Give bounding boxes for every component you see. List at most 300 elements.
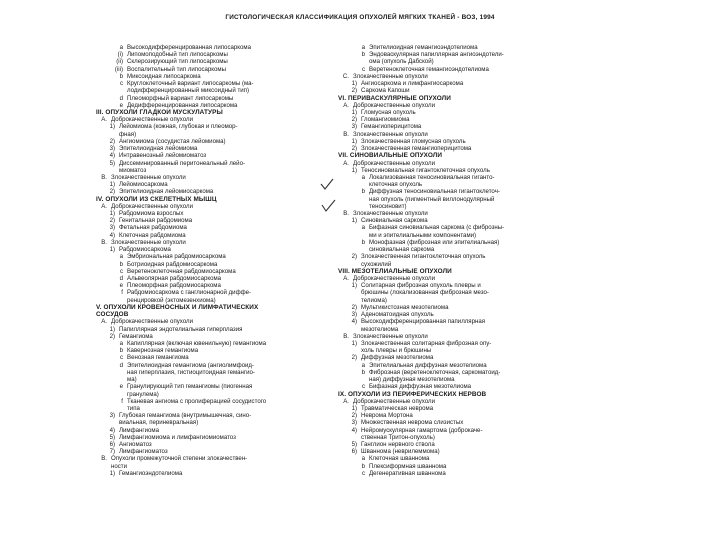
item-text: теносиновит) [369,202,407,210]
list-item [96,434,330,441]
item-text: Склерозирующий тип липосаркомы [127,58,228,66]
item-marker: a [361,361,365,369]
item-marker: В. [101,238,107,246]
list-item [338,340,582,347]
item-marker [112,391,127,398]
item-text: Бифазная синовиальная саркома (с фиброзны- [369,224,505,232]
item-text: Эндоваскулярная папиллярная ангиоэндотели- [369,51,504,59]
item-text: холь плевры и брюшины [361,347,432,355]
list-item [96,73,330,80]
item-text: Гемангиоэндотелиома [119,469,183,477]
item-text: Высокодифференцированная папиллярная [361,318,486,326]
item-text: Аденоматоидная опухоль [361,311,434,319]
item-marker: 2) [351,116,357,124]
item-text: Травматическая неврома [361,404,434,412]
section-heading [96,304,330,311]
item-text: виальная, периневральная) [119,419,199,427]
item-text: Доброкачественные опухоли [353,101,435,109]
list-item [96,44,330,51]
item-text: Нейромускулярная гамартома (доброкаче- [361,426,483,434]
list-item [96,289,330,296]
list-item [338,318,582,325]
list-item [96,203,330,210]
item-text: Шваннома (неврилеммома) [361,448,440,456]
check-mark-2 [322,200,335,211]
item-marker: a [119,339,123,347]
item-marker: (ii) [116,58,123,66]
item-text: Эпителиоидная гемангиоэндотелиома [369,44,478,51]
item-marker: c [361,469,365,477]
list-item [96,441,330,448]
list-item [96,246,330,253]
item-text: Ганглион нервного ствола [361,441,435,449]
item-marker: b [361,462,365,470]
list-item [338,138,582,145]
item-text: Веретеноклеточная гемангиоэндотелиома [369,65,489,73]
list-item [96,391,330,398]
list-item [338,412,582,419]
item-marker: 1) [351,137,357,145]
list-item [96,268,330,275]
item-text: телиома) [361,296,387,304]
list-item [338,376,582,383]
item-text: Синовиальная саркома [361,217,428,225]
list-item [338,347,582,354]
item-text: Доброкачественные опухоли [111,116,193,124]
item-text: Злокачественная гигантоклеточная опухоль [361,253,486,261]
item-text: Кавернозная гемангиома [127,347,199,355]
item-text: Лейомиома (кожная, глубокая и плеомор- [119,123,238,131]
item-text: Доброкачественные опухоли [353,275,435,282]
list-item [338,131,582,138]
item-marker [346,347,361,354]
section-heading [338,268,582,275]
item-marker: 2) [351,354,357,362]
list-item [96,463,330,470]
list-item [338,203,582,210]
item-text: Капиллярная (включая ювенильную) гемангиома [127,339,267,347]
item-marker: d [119,275,123,282]
item-text: Злокачественные опухоли [111,173,186,181]
list-item [338,232,582,239]
item-marker: a [361,455,365,463]
item-text: Дедифференцированная липосаркома [127,101,238,109]
item-text: синовиальная саркома [369,246,435,254]
list-item [338,448,582,455]
item-marker: А. [343,159,349,167]
item-marker: 1) [351,404,357,412]
list-item [96,275,330,282]
list-item [96,152,330,159]
list-item [96,398,330,405]
list-item [338,333,582,340]
list-item [96,210,330,217]
item-marker: А. [343,275,349,282]
item-text: Венозная гемангиома [127,354,189,362]
list-item [338,470,582,477]
item-marker: d [119,361,123,369]
list-item [338,87,582,94]
item-text: ома (опухоль Дабской) [369,58,434,66]
list-item [96,232,330,239]
item-marker: 1) [109,210,115,218]
item-text: Злокачественная солитарная фиброзная опу- [361,339,492,347]
item-text: Плеоморфный вариант липосаркомы [127,94,234,102]
list-item [96,145,330,152]
item-text: Эмбриональная рабдомиосаркома [127,253,226,261]
list-item [338,326,582,333]
item-text: Диссеминированный перитонеальный лейо- [119,159,245,167]
item-text: Саркома Капоши [361,87,410,95]
item-marker: 1) [351,166,357,174]
list-item [338,297,582,304]
list-item [338,160,582,167]
item-text: Тканевая ангиома с пролиферацией сосудистого [127,397,267,405]
item-text: Теносиновиальная гигантоклеточная опухоль [361,166,490,174]
item-marker: 4) [351,318,357,326]
item-text: Клеточная рабдомиома [119,231,186,239]
item-text: Рабдомиосаркома с ганглионарной диффе- [127,289,252,297]
item-marker: (iii) [114,65,123,73]
item-marker: a [119,44,123,51]
list-item [96,138,330,145]
item-text: Гломангиомиома [361,116,410,124]
item-marker: f [121,289,123,297]
item-marker: a [361,173,365,181]
item-text: Диффузная теносиновиальная гигантоклеточ- [369,188,500,196]
item-text: Злокачественные опухоли [353,210,428,218]
item-text: клеточная опухоль [369,181,423,189]
item-text: Доброкачественные опухоли [353,159,435,167]
item-text: Высокодифференцированная липосаркома [127,44,251,51]
list-item [96,181,330,188]
item-marker: 4) [109,426,115,434]
right-column [338,44,582,477]
list-item [96,95,330,102]
left-column [96,44,330,477]
item-marker: А. [343,397,349,405]
item-marker: 2) [109,188,115,196]
item-marker: c [361,383,365,391]
list-item [96,318,330,325]
list-item [96,383,330,390]
item-marker [346,297,361,304]
list-item [96,174,330,181]
list-item [96,160,330,167]
item-marker: 1) [109,325,115,333]
list-item [338,239,582,246]
item-marker: А. [101,202,107,210]
item-marker: 1) [109,469,115,477]
list-item [338,66,582,73]
list-item [338,427,582,434]
list-item [338,145,582,152]
item-text: Лимфангиомиома и лимфангиомиоматоз [119,433,236,441]
list-item [338,304,582,311]
item-text: VII. СИНОВИАЛЬНЫЕ ОПУХОЛИ [338,152,443,160]
list-item [338,102,582,109]
section-heading [338,95,582,102]
item-text: Воспалительный тип липосаркомы [127,65,226,73]
item-marker: 7) [109,448,115,456]
list-item [338,58,582,65]
item-marker [112,405,127,412]
item-marker: c [119,354,123,362]
item-text: Ангиосаркома и лимфангиосаркома [361,80,464,88]
item-text: IX. ОПУХОЛИ ИЗ ПЕРИФЕРИЧЕСКИХ НЕРВОВ [338,390,487,398]
item-text: Гемангиоперицитома [361,123,422,131]
item-text: Интравенозный лейомиоматоз [119,152,207,160]
item-marker: 2) [351,253,357,261]
item-text: Генитальная рабдомиома [119,217,193,225]
list-item [96,448,330,455]
item-marker [112,376,127,383]
item-marker: e [119,282,123,290]
list-item [338,80,582,87]
list-item [96,362,330,369]
item-text: Лейомиосаркома [119,181,168,189]
item-marker: 1) [109,246,115,254]
item-marker: C. [342,72,349,80]
list-item [338,289,582,296]
item-marker: А. [101,318,107,326]
item-marker: b [361,368,365,376]
section-heading [96,196,330,203]
item-text: Монофазная (фиброзная или эпителиальная) [369,238,500,246]
item-marker: f [121,397,123,405]
list-item [96,87,330,94]
list-item [96,224,330,231]
item-text: ности [111,462,127,470]
item-marker: 1) [109,123,115,131]
item-marker: 2) [351,87,357,95]
list-item [338,73,582,80]
item-marker: А. [101,116,107,124]
list-item [338,217,582,224]
item-marker: a [361,224,365,232]
item-marker: (i) [117,51,123,59]
item-text: Бифазная диффузная мезотелиома [369,383,472,391]
item-marker [346,261,361,268]
section-heading [338,152,582,159]
item-text: Диффузная мезотелиома [361,354,434,362]
item-marker: А. [343,101,349,109]
list-item [96,412,330,419]
item-marker: 4) [109,231,115,239]
list-item [338,261,582,268]
item-text: Миксоидная липосаркома [127,72,201,80]
item-text: Солитарная фиброзная опухоль плевры и [361,282,481,290]
item-text: мезотелиома [361,325,399,333]
item-marker: 4) [109,152,115,160]
list-item [96,253,330,260]
item-text: Альвеолярная рабдомиосаркома [127,275,222,282]
item-marker: c [119,267,123,275]
item-text: Эпителиоидная лейомиома [119,145,198,153]
list-item [338,123,582,130]
item-text: Неврома Мортона [361,412,413,420]
list-item [338,44,582,51]
item-marker: 6) [109,441,115,449]
list-item [338,188,582,195]
item-marker: В. [343,210,349,218]
item-text: Ангиомиома (сосудистая лейомиома) [119,137,226,145]
list-item [338,196,582,203]
item-marker: 3) [351,419,357,427]
list-item [96,188,330,195]
list-item [338,434,582,441]
item-marker: 4) [351,426,357,434]
item-marker: 2) [351,303,357,311]
item-text: ственная Тритон-опухоль) [361,433,435,441]
list-item [96,347,330,354]
item-text: Злокачественные опухоли [353,72,428,80]
item-marker [112,87,127,94]
item-text: миоматоз [119,166,147,174]
handwritten-check-marks [318,178,340,218]
list-item [338,282,582,289]
item-marker [96,463,111,470]
item-marker: 3) [351,123,357,131]
item-text: Гемангиома [119,332,153,340]
list-item [338,224,582,231]
item-marker: 3) [109,224,115,232]
item-marker [104,419,119,426]
list-item [96,326,330,333]
list-item [338,383,582,390]
item-marker: В. [343,332,349,340]
item-marker: b [361,51,365,59]
list-item [96,297,330,304]
item-marker: 2) [109,332,115,340]
list-item [338,210,582,217]
item-marker [354,58,369,65]
list-item [96,116,330,123]
item-text: СОСУДОВ [96,311,129,319]
list-item [338,441,582,448]
item-text: Фиброзная (веретеноклеточная, саркоматоид- [369,368,501,376]
item-marker [346,434,361,441]
item-marker: 1) [351,80,357,88]
list-item [96,354,330,361]
list-item [338,463,582,470]
list-item [338,419,582,426]
list-item [338,369,582,376]
list-item [338,405,582,412]
item-marker [354,196,369,203]
section-heading [96,311,330,318]
list-item [96,123,330,130]
item-text: Рабдомиома взрослых [119,210,184,218]
item-marker: 1) [351,108,357,116]
item-text: Клеточная шваннома [369,455,430,463]
item-text: ная гиперплазия, гистиоцитоидная гемангио- [127,368,255,376]
item-text: VIII. МЕЗОТЕЛИАЛЬНЫЕ ОПУХОЛИ [338,267,452,275]
list-item [338,398,582,405]
item-text: Злокачественные опухоли [353,332,428,340]
item-text: Эпителиальная диффузная мезотелиома [369,361,487,369]
item-marker: b [361,238,365,246]
item-text: Злокачественные опухоли [353,130,428,138]
item-text: Опухоли промежуточной степени злокачествен- [111,455,248,463]
list-item [96,455,330,462]
item-text: Ангиоматоз [119,441,152,449]
item-marker: b [119,72,123,80]
list-item [96,51,330,58]
item-text: Эпителиоидная лейомиосаркома [119,188,214,196]
list-item [338,109,582,116]
item-text: Липомоподобный тип липосаркомы [127,51,228,59]
item-text: Множественная неврома слизистых [361,419,464,427]
list-item [338,253,582,260]
item-text: ми и эпителиальными компонентами) [369,231,477,239]
item-marker: В. [101,455,107,463]
item-marker: e [119,383,123,391]
list-item [338,246,582,253]
item-marker: a [361,44,365,51]
item-marker: e [119,101,123,109]
item-text: Папиллярная эндотелиальная гиперплазия [119,325,243,333]
item-marker [346,289,361,296]
section-heading [338,391,582,398]
item-text: Рабдомиосаркома [119,246,171,254]
item-marker [354,181,369,188]
item-marker: 5) [109,159,115,167]
item-text: фная) [119,130,137,138]
item-marker [112,369,127,376]
list-item [338,362,582,369]
item-text: Ботриоидная рабдомиосаркома [127,260,218,268]
item-marker: b [361,188,365,196]
item-marker: a [119,253,123,261]
item-marker: 2) [351,145,357,153]
item-text: Гломусная опухоль [361,108,416,116]
item-marker: 3) [109,145,115,153]
item-text: лодифференцированный миксоидный тип) [127,87,249,95]
list-item [338,455,582,462]
list-item [96,102,330,109]
item-marker: b [119,260,123,268]
item-text: Мультикистозная мезотелиома [361,303,449,311]
item-text: Эпителиоидная гемангиома (ангиолимфоид- [127,361,254,369]
item-text: Круглоклеточный вариант липосаркомы (ма- [127,80,254,88]
item-text: брюшины (локализованная фиброзная мезо- [361,289,489,297]
item-marker: 6) [351,448,357,456]
item-marker: В. [343,130,349,138]
item-text: Доброкачественные опухоли [353,397,435,405]
list-item [338,311,582,318]
item-text: Доброкачественные опухоли [111,202,193,210]
list-item [96,80,330,87]
list-item [96,282,330,289]
list-item [96,58,330,65]
item-marker [354,203,369,210]
item-text: ренцировкой (эктомезенхиома) [127,296,216,304]
check-mark-1 [321,179,333,189]
list-item [96,376,330,383]
list-item [96,470,330,477]
item-marker [112,297,127,304]
item-marker [354,232,369,239]
item-text: Веретеноклеточная рабдомиосаркома [127,267,236,275]
list-item [96,217,330,224]
item-marker: 2) [109,137,115,145]
item-text: ная) диффузная мезотелиома [369,376,455,384]
item-text: Гранулирующий тип гемангиомы (пиогенная [127,383,253,391]
item-text: типа [127,404,140,412]
item-text: IV. ОПУХОЛИ ИЗ СКЕЛЕТНЫХ МЫШЦ [96,195,217,203]
section-heading [96,109,330,116]
